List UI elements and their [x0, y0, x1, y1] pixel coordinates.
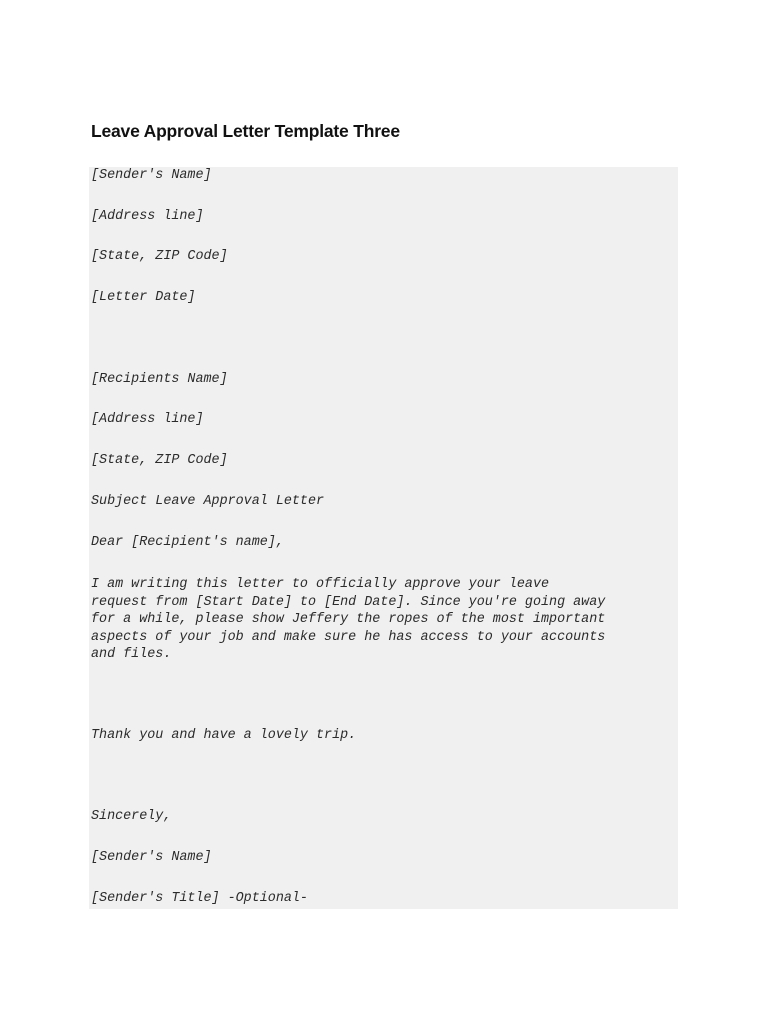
letter-date: [Letter Date] — [91, 290, 196, 305]
letter-salutation: Dear [Recipient's name], — [91, 535, 284, 550]
letter-closing: Sincerely, — [91, 809, 172, 824]
signature-title: [Sender's Title] -Optional- — [91, 891, 308, 906]
recipient-address-line: [Address line] — [91, 412, 204, 427]
letter-thanks: Thank you and have a lovely trip. — [91, 728, 357, 743]
recipient-state-zip: [State, ZIP Code] — [91, 453, 228, 468]
recipient-name: [Recipients Name] — [91, 372, 228, 387]
letter-body-paragraph: I am writing this letter to officially approve your leave request from [Start Date] to [End Date]. Since you're going away for a while, please show Jeffery the ropes of the most important aspects of your job and make sure he has access to your accounts and files. — [91, 577, 606, 662]
sender-state-zip: [State, ZIP Code] — [91, 249, 228, 264]
letter-subject: Subject Leave Approval Letter — [91, 494, 325, 509]
signature-name: [Sender's Name] — [91, 850, 212, 865]
sender-address-line: [Address line] — [91, 209, 204, 224]
sender-name: [Sender's Name] — [91, 168, 212, 183]
document-title: Leave Approval Letter Template Three — [91, 121, 400, 141]
